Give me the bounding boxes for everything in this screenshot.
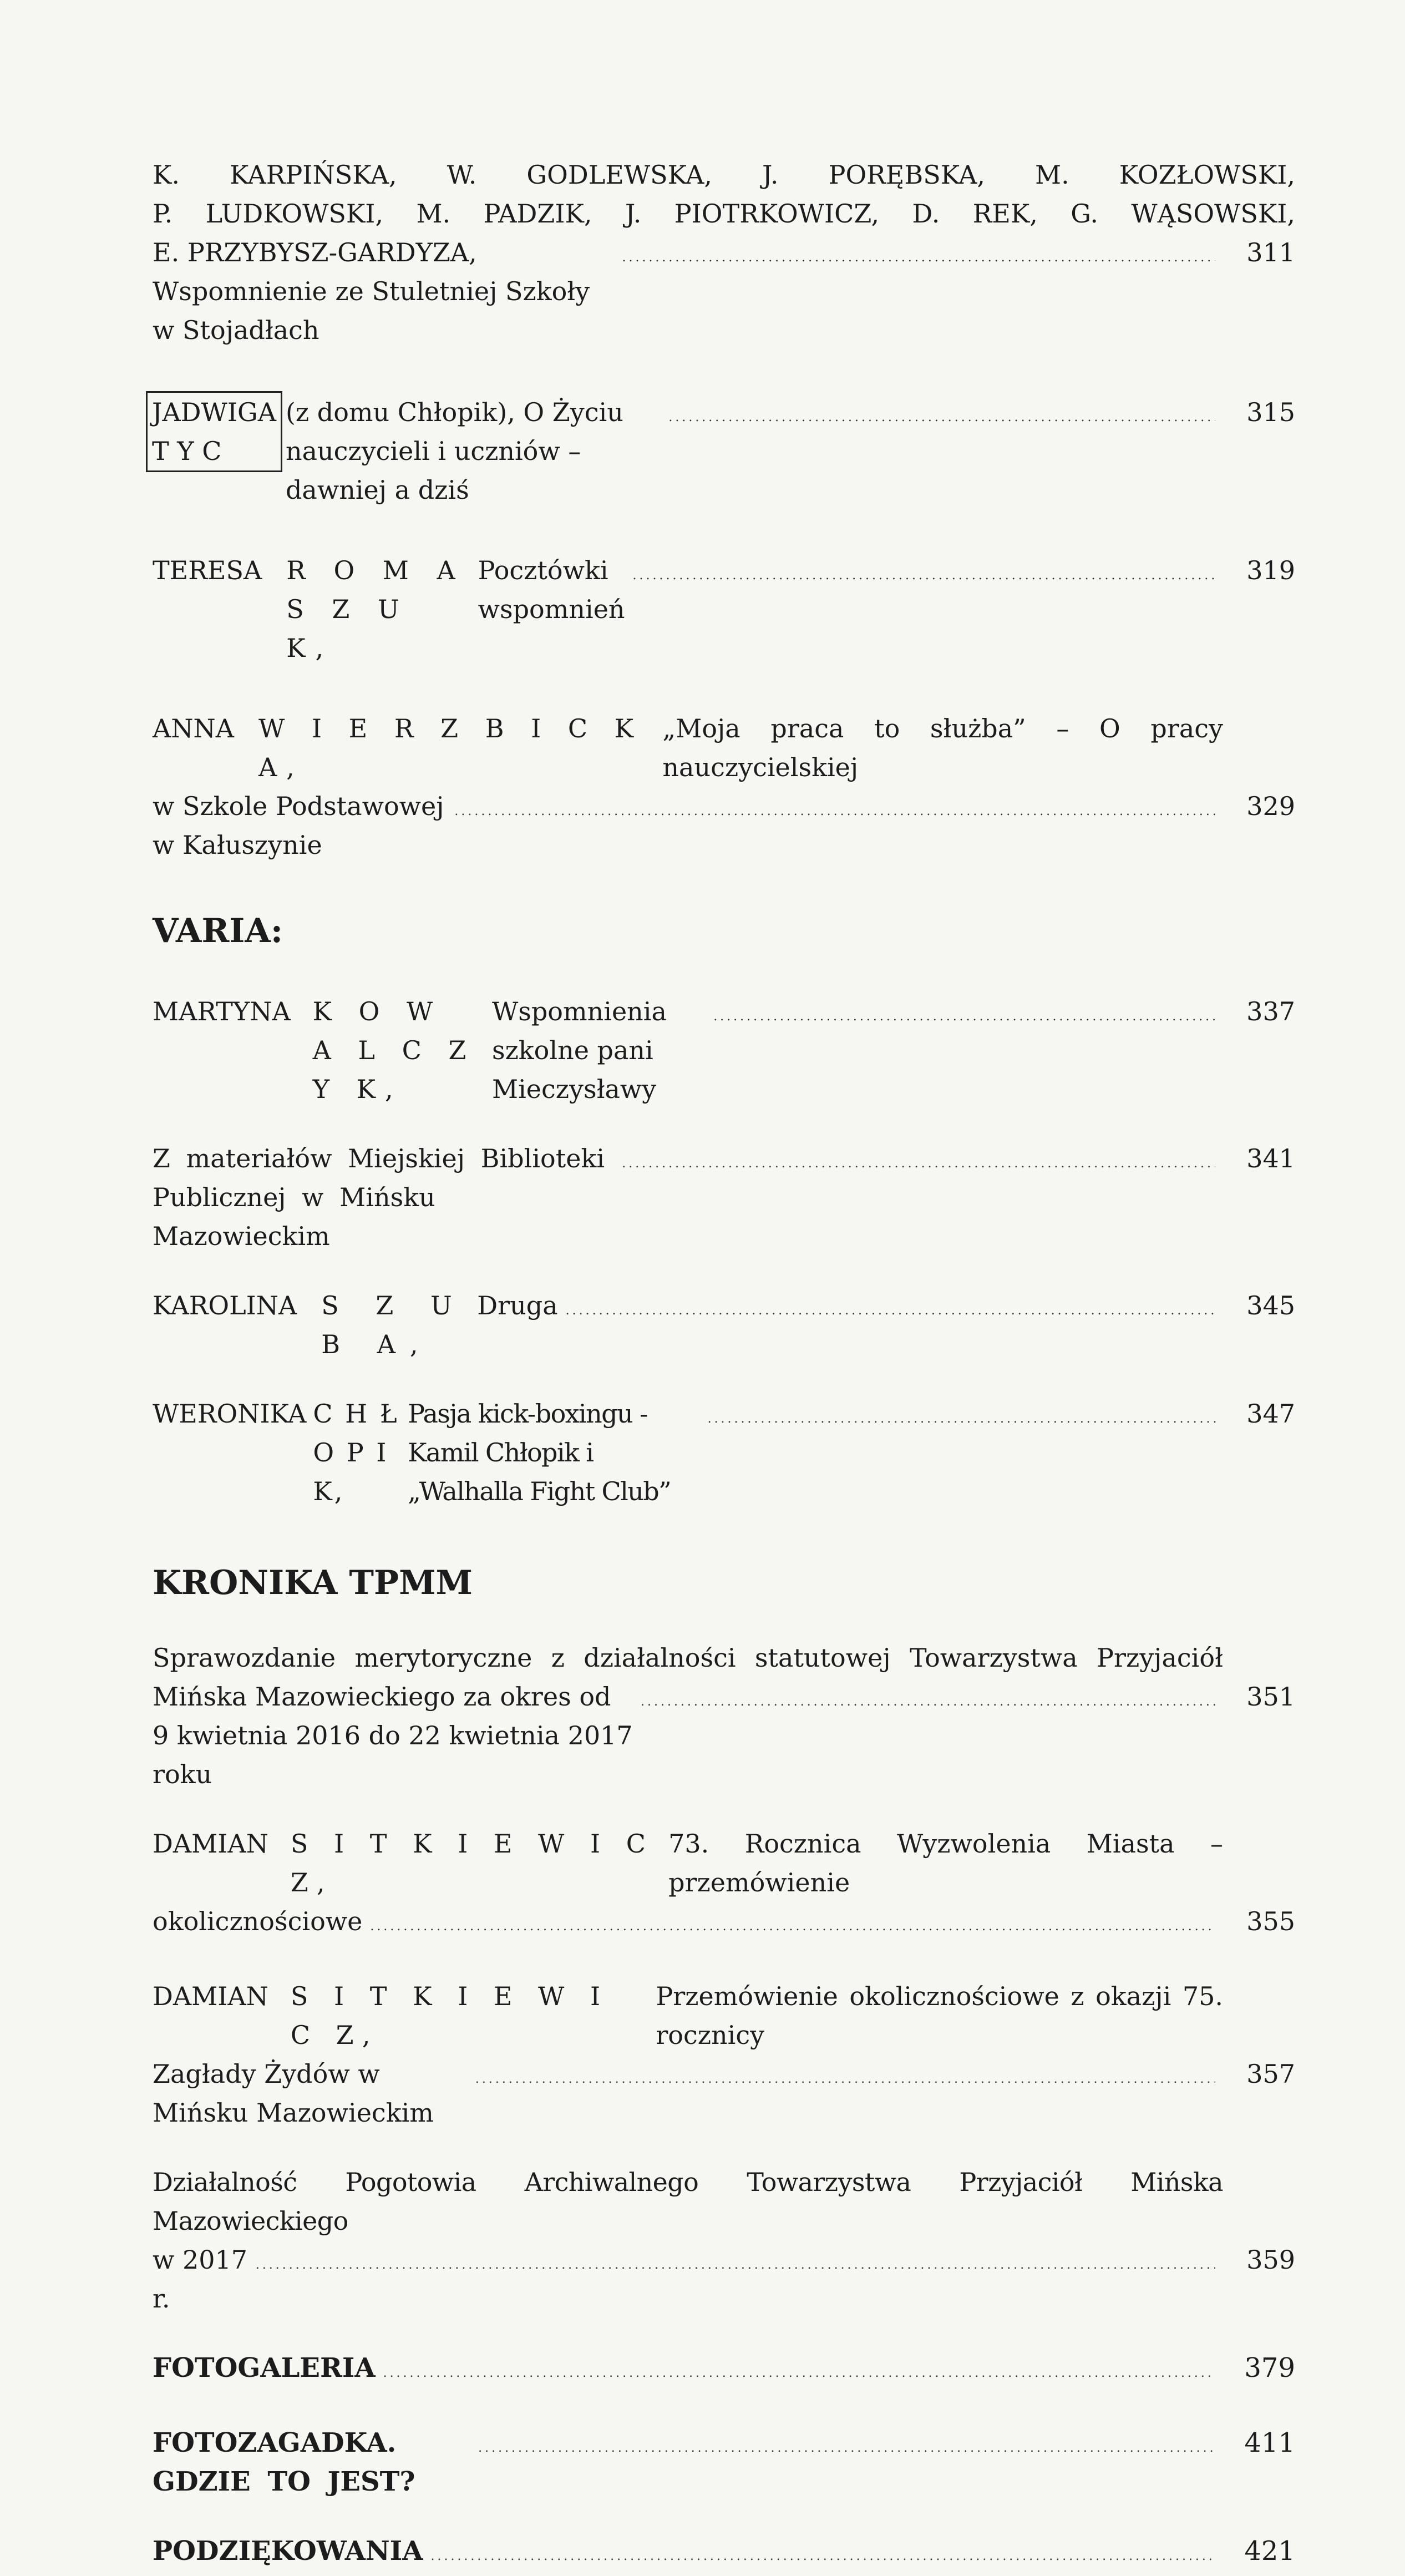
author-first: WERONIKA [153,1399,307,1429]
leader-dots [431,2532,1216,2576]
leader-dots [708,1394,1220,1439]
author-first: DAMIAN [153,1981,268,2011]
toc-entry-tyc [153,391,1295,509]
author-last: S I T K I E W I C Z, [290,1981,610,2050]
entry-title: Druga [477,1290,558,1320]
author-last: R O M A S Z U K, [286,555,465,663]
author-last: T Y C [152,436,222,466]
entry-title: Wspomnienia szkolne pani Mieczysławy [491,996,667,1104]
page-number: 351 [1246,1682,1295,1712]
page-number: 329 [1246,791,1295,821]
leader-dots [370,1902,1215,1946]
entry-title: FOTOGALERIA [153,2352,376,2383]
toc-entry-romaszuk [153,551,1295,667]
toc-entry-sitkiewicz-1 [153,1824,1295,1946]
toc-entry-podziekowania [153,2532,1295,2576]
leader-dots [454,787,1215,831]
entry-title: (z domu Chłopik), O Życiu nauczycieli i uczniów – dawniej a dziś [285,397,623,505]
entry-title: „Moja praca to służba” – O pracy nauczycielskiej [662,713,1223,782]
author-last: W I E R Z B I C K A, [258,713,643,782]
author-first: JADWIGA [152,397,276,427]
entry-title: FOTOZAGADKA. GDZIE TO JEST? [153,2427,415,2497]
author-last: C H Ł O P I K, [313,1399,399,1506]
leader-dots [475,2054,1215,2099]
entry-title: Pasja kick-boxingu - Kamil Chłopik i „Walhalla Fight Club” [408,1399,671,1506]
entry-line: P. LUDKOWSKI, M. PADZIK, J. PIOTRKOWICZ, D. REK, G. WĄSOWSKI, [153,199,1295,229]
entry-title: w Szkole Podstawowej w Kałuszynie [153,791,444,860]
leader-dots [478,2423,1215,2468]
entry-line: Zagłady Żydów w Mińsku Mazowieckim [153,2059,434,2128]
toc-entry-kowalczyk [153,992,1295,1109]
author-first: DAMIAN [153,1829,268,1859]
author-first: TERESA [153,555,262,585]
section-heading-varia: VARIA: [153,912,283,950]
page-number: 421 [1244,2535,1295,2567]
author-first: MARTYNA [153,996,291,1026]
entry-line: Mińska Mazowieckiego za okres od 9 kwietnia 2016 do 22 kwietnia 2017 roku [153,1682,633,1789]
leader-dots [641,1677,1215,1722]
leader-dots [622,1139,1215,1183]
author-last: S Z U B A, [321,1290,466,1359]
toc-entry-fotogaleria [153,2349,1295,2393]
page-number: 315 [1246,397,1295,427]
page-number: 379 [1244,2352,1295,2383]
toc-entry-chlopik [153,1394,1295,1511]
entry-line: Działalność Pogotowia Archiwalnego Towarzystwa Przyjaciół Mińska Mazowieckiego [153,2167,1223,2236]
author-first: ANNA [153,713,234,743]
table-of-contents [153,155,1295,2576]
entry-title: PODZIĘKOWANIA [153,2535,423,2567]
toc-entry-pogotowie [153,2163,1295,2318]
section-heading-kronika: KRONIKA TPMM [153,1563,473,1602]
leader-dots [713,992,1215,1036]
entry-title: Z materiałów Miejskiej Biblioteki Publicznej w Mińsku Mazowieckim [153,1143,605,1251]
author-last: K O W A L C Z Y K, [312,996,476,1104]
leader-dots [622,233,1216,277]
toc-entry-szuba [153,1286,1295,1364]
toc-entry-wierzbicka [153,709,1295,864]
page-number: 359 [1246,2245,1295,2275]
entry-line: w 2017 r. [153,2245,248,2314]
leader-dots [383,2349,1215,2393]
boxed-author [146,391,282,472]
page-number: 311 [1246,237,1295,267]
page-number: 345 [1246,1290,1295,1320]
toc-entry-fotozagadka [153,2423,1295,2501]
page-number: 319 [1246,555,1295,585]
page-number: 341 [1246,1143,1295,1173]
leader-dots [566,1286,1215,1330]
leader-dots [668,393,1215,437]
page-number: 355 [1246,1906,1295,1936]
entry-title: Pocztówki wspomnień [478,555,625,624]
page-number: 337 [1246,996,1295,1026]
leader-dots [633,551,1215,595]
toc-entry-sprawozdanie [153,1638,1295,1794]
toc-entry-karpinska [153,155,1295,350]
entry-line: okolicznościowe [153,1906,363,1936]
leader-dots [256,2240,1215,2285]
page-number: 347 [1246,1399,1295,1429]
entry-title: Przemówienie okolicznościowe z okazji 75. rocznicy [656,1981,1223,2050]
page-number: 357 [1246,2059,1295,2089]
entry-title: E. PRZYBYSZ-GARDYZA, Wspomnienie ze Stuletniej Szkoły w Stojadłach [153,237,590,345]
author-first: KAROLINA [153,1290,297,1320]
entry-line: Sprawozdanie merytoryczne z działalności statutowej Towarzystwa Przyjaciół [153,1643,1223,1673]
toc-entry-biblioteka [153,1139,1295,1256]
page-number: 411 [1244,2427,1295,2458]
toc-entry-sitkiewicz-2 [153,1977,1295,2132]
author-last: S I T K I E W I C Z, [290,1829,655,1897]
entry-line: K. KARPIŃSKA, W. GODLEWSKA, J. PORĘBSKA, M. KOZŁOWSKI, [153,160,1295,190]
entry-title: 73. Rocznica Wyzwolenia Miasta – przemówienie [668,1829,1223,1897]
